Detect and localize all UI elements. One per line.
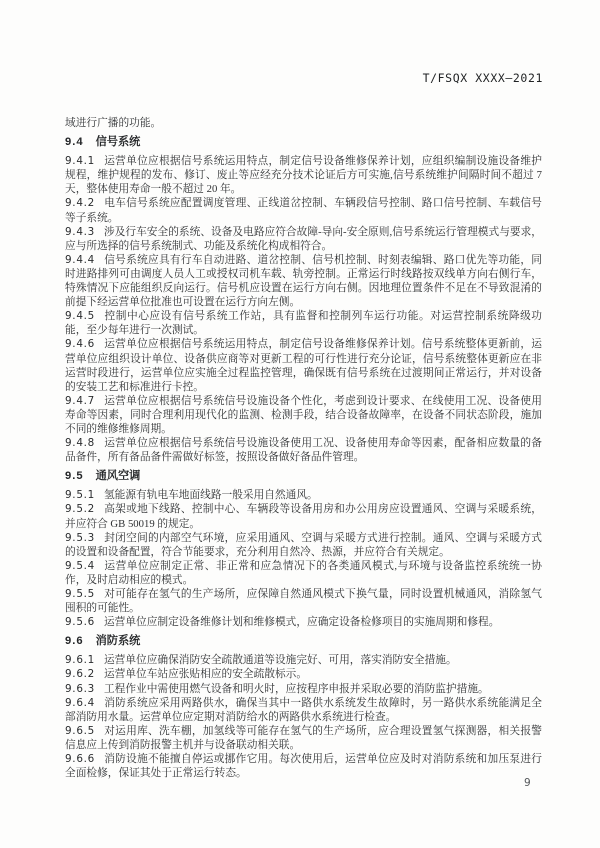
clause bbox=[65, 488, 542, 502]
clause-number: 9.6.6 bbox=[65, 753, 95, 766]
clause-number: 9.5.1 bbox=[65, 489, 95, 502]
clause-text: 运营单位应根据信号系统运用特点，制定信号设备维修保养计划，应组织编制设施设备维护规程，维护规程的发布、修订、废止等应经充分技术论证后方可实施,信号系统维护间隔时间不超过 7 天，整体使用寿命一般不超过 20 年。 bbox=[65, 155, 542, 196]
clause-number: 9.6.1 bbox=[65, 654, 95, 667]
section-fire-protection-system bbox=[65, 634, 542, 780]
clause-number: 9.4.4 bbox=[65, 253, 95, 266]
clause bbox=[65, 682, 542, 696]
clause-text: 消防设施不能擅自停运或挪作它用。每次使用后，运营单位应及时对消防系统和加压泵进行全面检修，保证其处于正常运行转态。 bbox=[65, 753, 542, 780]
section-heading bbox=[65, 135, 542, 149]
clause-text: 运营单位应制定正常、非正常和应急情况下的各类通风模式,与环境与设备监控系统统一协作，及时启动相应的模式。 bbox=[65, 559, 542, 586]
clause bbox=[65, 154, 542, 196]
clause bbox=[65, 615, 542, 629]
clause-text: 电车信号系统应配置调度管理、正线道岔控制、车辆段信号控制、路口信号控制、车载信号等子系统。 bbox=[65, 197, 542, 224]
clause-number: 9.5.5 bbox=[65, 588, 95, 600]
clause-text: 涉及行车安全的系统、设备及电路应符合故障-导向-安全原则,信号系统运行管理模式与要求，应与所选择的信号系统制式、功能及系统化构成相符合。 bbox=[65, 225, 542, 252]
clause-text: 控制中心应设有信号系统工作站，具有监督和控制列车运行功能。对运营控制系统降级功能，至少每年进行一次测试。 bbox=[65, 310, 542, 337]
paragraph-continuation: 域进行广播的功能。 bbox=[65, 117, 162, 129]
clause bbox=[65, 394, 542, 436]
section-title: 通风空调 bbox=[95, 470, 141, 483]
clause bbox=[65, 436, 542, 464]
section-number: 9.6 bbox=[65, 635, 84, 648]
clause-text: 对可能存在氢气的生产场所，应保障自然通风模式下换气量，同时设置机械通风，消除氢气囤积的可能性。 bbox=[65, 588, 542, 615]
clause bbox=[65, 309, 542, 337]
clause bbox=[65, 653, 542, 667]
clause bbox=[65, 752, 542, 780]
clause bbox=[65, 225, 542, 253]
section-number: 9.4 bbox=[65, 136, 84, 149]
clause bbox=[65, 667, 542, 681]
section-signal-system bbox=[65, 135, 542, 464]
page-number: 9 bbox=[524, 777, 531, 789]
clause-text: 运营单位应根据信号系统信号设施设备使用工况、设备使用寿命等因素，配备相应数量的备品备件，所有备品备件需做好标签，按照设备做好备品件管理。 bbox=[65, 437, 542, 464]
clause-number: 9.6.4 bbox=[65, 696, 95, 709]
clause-text: 高架或地下线路、控制中心、车辆段等设备用房和办公用房应设置通风、空调与采暖系统，并应符合 GB 50019 的规定。 bbox=[65, 503, 542, 530]
clause-number: 9.4.6 bbox=[65, 338, 95, 351]
clause-text: 运营单位应制定设备维修计划和维修模式，应确定设备检修项目的实施周期和修程。 bbox=[103, 616, 500, 629]
clause-number: 9.4.7 bbox=[65, 394, 95, 407]
clause bbox=[65, 559, 542, 587]
clause-number: 9.4.1 bbox=[65, 155, 95, 168]
clause-number: 9.6.2 bbox=[65, 668, 95, 681]
clause-text: 氢能源有轨电车地面线路一般采用自然通风。 bbox=[103, 489, 318, 502]
clause-number: 9.5.4 bbox=[65, 559, 95, 572]
clause bbox=[65, 696, 542, 724]
clause-number: 9.4.8 bbox=[65, 437, 95, 450]
clause-text: 运营单位应根据信号系统运用特点，制定信号设备维修保养计划。信号系统整体更新前，运营单位应组织设计单位、设备供应商等对更新工程的可行性进行充分论证，信号系统整体更新应在非运营时段进行，运营单位应实施全过程监控管理，确保既有信号系统在过渡期间正常运行，并对设备的安装工艺和标准进行卡控。 bbox=[65, 338, 542, 393]
section-title: 信号系统 bbox=[95, 136, 141, 149]
clause-text: 封闭空间的内部空气环境，应采用通风、空调与采暖方式进行控制。通风、空调与采暖方式的设置和设备配置，符合节能要求，充分利用自然冷、热源，并应符合有关规定。 bbox=[65, 531, 542, 558]
section-title: 消防系统 bbox=[95, 635, 141, 648]
section-heading bbox=[65, 469, 542, 483]
clause bbox=[65, 337, 542, 393]
clause-text: 信号系统应具有行车自动进路、道岔控制、信号机控制、时刻表编辑、路口优先等功能，同时进路排列可由调度人员人工或授权司机车载、轨旁控制。正常运行时线路按双线单方向右侧行车，特殊情况下应能组织反向运行。信号机应设置在运行方向右侧。因地理位置条件不足在不导致混淆的前提下经运营单位批准也可设置在运行方向左侧。 bbox=[65, 253, 542, 309]
clause bbox=[65, 253, 542, 309]
clause-number: 9.6.3 bbox=[65, 682, 95, 695]
clause bbox=[65, 724, 542, 752]
clause bbox=[65, 196, 542, 224]
document-body bbox=[65, 116, 542, 780]
clause-text: 消防系统应采用两路供水，确保当其中一路供水系统发生故障时，另一路供水系统能满足全部消防用水量。运营单位应定期对消防给水的两路供水系统进行检查。 bbox=[65, 696, 542, 723]
section-ventilation-air-conditioning bbox=[65, 469, 542, 629]
section-heading bbox=[65, 634, 542, 648]
clause-number: 9.4.2 bbox=[65, 197, 95, 210]
clause-text: 运营单位应确保消防安全疏散通道等设施完好、可用，落实消防安全措施。 bbox=[103, 654, 457, 667]
document-code-header: T/FSQX XXXX—2021 bbox=[422, 71, 543, 85]
clause-number: 9.6.5 bbox=[65, 724, 95, 737]
clause bbox=[65, 502, 542, 530]
clause-text: 运营单位应根据信号系统信号设施设备个性化，考虑到设计要求、在线使用工况、设备使用寿命等因素，同时合理利用现代化的监测、检测手段，结合设备故障率，在设备不同状态阶段，施加不同的维修维修周期。 bbox=[65, 394, 542, 435]
clause bbox=[65, 531, 542, 559]
clause-text: 运营单位车站应张贴相应的安全疏散标示。 bbox=[103, 668, 308, 681]
clause-number: 9.5.2 bbox=[65, 503, 95, 516]
clause bbox=[65, 587, 542, 615]
clause-number: 9.4.5 bbox=[65, 310, 95, 323]
clause-text: 对运用库、洗车棚，加氢线等可能存在氢气的生产场所，应合理设置氢气探测器，相关报警信息应上传到消防报警主机并与设备联动相关联。 bbox=[65, 724, 542, 751]
clause-number: 9.5.3 bbox=[65, 531, 95, 544]
section-number: 9.5 bbox=[65, 470, 84, 483]
clause-text: 工程作业中需使用燃气设备和明火时，应按程序申报并采取必要的消防监护措施。 bbox=[103, 682, 489, 695]
clause-number: 9.5.6 bbox=[65, 616, 95, 629]
clause-number: 9.4.3 bbox=[65, 225, 95, 238]
